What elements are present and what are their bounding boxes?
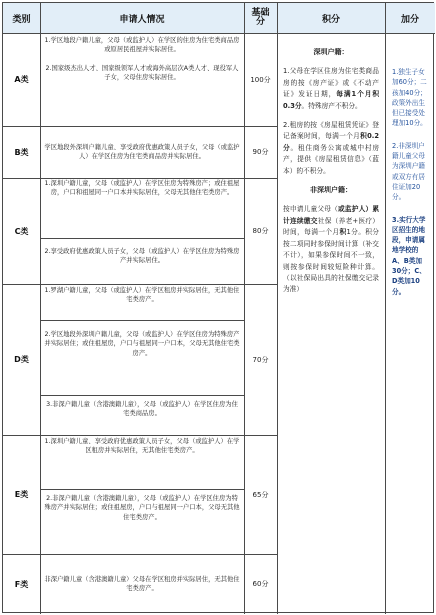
header-bonus: 加分 (385, 3, 435, 33)
category-c: C类 (14, 226, 29, 236)
category-f: F类 (14, 579, 29, 589)
category-f-item-1: 非深户籍儿童（含港澳籍儿童）父母在学区租房并实际居住，无其他住宅类房产。 (44, 575, 240, 592)
category-d-item-1: 1.罗湖户籍儿童，父母（或监护人）在学区租房并实际居住，无其他住宅类房产。 (44, 287, 240, 304)
category-a: A类 (14, 75, 29, 84)
header-base-score: 基础分 (244, 3, 277, 33)
header-points: 积分 (277, 3, 385, 33)
category-b-base-score: 90分 (252, 148, 269, 156)
points-rules (277, 39, 385, 614)
shenzhen-rule-2: 2.租房的按《房屋租赁凭证》登记备案时间，每满一个月积0.2分。租住商务公寓或城中村房产，提供《房屋租赁信息》（蓝本）的不积分。 (283, 121, 380, 175)
category-c-item-2: 2.享受政府优惠政策人员子女，父母（或监护人）在学区住房为特殊房产并实际居住。 (44, 248, 240, 265)
header-applicant: 申请人情况 (40, 3, 244, 33)
bonus-item-2: 2.非深圳户籍儿童父母为深圳户籍或双方有居住证加20分。 (392, 141, 425, 202)
non-shenzhen-heading: 非深圳户籍： (310, 186, 352, 195)
category-d: D类 (14, 355, 29, 364)
category-d-base-score: 70分 (252, 355, 269, 364)
category-d-item-2: 2.学区地段外深圳户籍儿童，父母（或监护人）在学区住房为特殊房产并实际居住；或住祖屋房，户口与祖屋同一户口本，父母无其他住宅类房产。 (44, 331, 240, 357)
bonus-rules (385, 67, 435, 614)
admission-points-table (2, 2, 434, 613)
header-category: 类别 (3, 3, 40, 33)
category-f-description (40, 554, 244, 614)
shenzhen-heading: 深圳户籍： (313, 48, 349, 56)
category-e-item-1: 1.深圳户籍儿童、享受政府优惠政策人员子女，父母（或监护人）在学区租房并实际居住，无其他住宅类房产。 (44, 438, 240, 455)
category-f-base-score: 60分 (252, 580, 269, 588)
category-b: B类 (14, 147, 29, 157)
category-c-item-1: 1.深圳户籍儿童，父母（或监护人）在学区住房为特殊房产；或住祖屋房，户口和祖屋同一户口本并实际居住，父母无其他住宅类房产。 (44, 180, 240, 197)
category-a-item-1: 1.学区地段户籍儿童，父母（或监护人）在学区的住房为住宅类商品房或原居民祖屋并实际居住。 (44, 37, 240, 54)
category-d-item-3: 3.非深户籍儿童（含港澳籍儿童），父母（或监护人）在学区住房为住宅类商品房。 (46, 401, 238, 418)
shenzhen-rule-1: 1.父母在学区住房为住宅类商品房的按《房产证》或《不动产证》发证日期，每满1个月积0.3分。特殊房产不积分。 (283, 67, 380, 110)
category-a-description (40, 36, 244, 126)
category-e-base-score: 65分 (252, 490, 269, 499)
category-a-base-score: 100分 (250, 75, 271, 84)
category-b-item-1: 学区地段外深圳户籍儿童、享受政府优惠政策人员子女，父母（或监护人）在学区住房为住宅类商品房并实际居住。 (44, 143, 240, 160)
category-b-description (40, 126, 244, 178)
category-e: E类 (14, 490, 29, 499)
bonus-item-1: 1.独生子女加60分；二孩加40分；政策外出生但已接受处理加10分。 (392, 68, 427, 128)
category-e-item-2: 2.非深户籍儿童（含港澳籍儿童），父母（或监护人）在学区住房为特殊房产并实际居住；或住祖屋房，户口与祖屋同一户口本，父母无其他住宅类房产。 (44, 495, 240, 521)
category-c-base-score: 80分 (252, 227, 269, 235)
category-a-item-2: 2.国家级杰出人才、国家级领军人才或海外高层次A类人才、现役军人子女，父母住房实际居住。 (45, 64, 239, 82)
bonus-item-3: 3.实行大学区招生的地段，申请属地学校的A、B类加30分；C、D类加10分。 (392, 215, 426, 296)
non-shenzhen-rule: 按申请儿童父母（或监护人）累计连续缴交社保（养老+医疗）时间，每满一个月积1分。积分按二项同时参保时间计算（补交不计），如果参保时间不一致，则按参保时间较短险种计算。（以社保局出具的社保缴交记录为准） (283, 205, 380, 294)
